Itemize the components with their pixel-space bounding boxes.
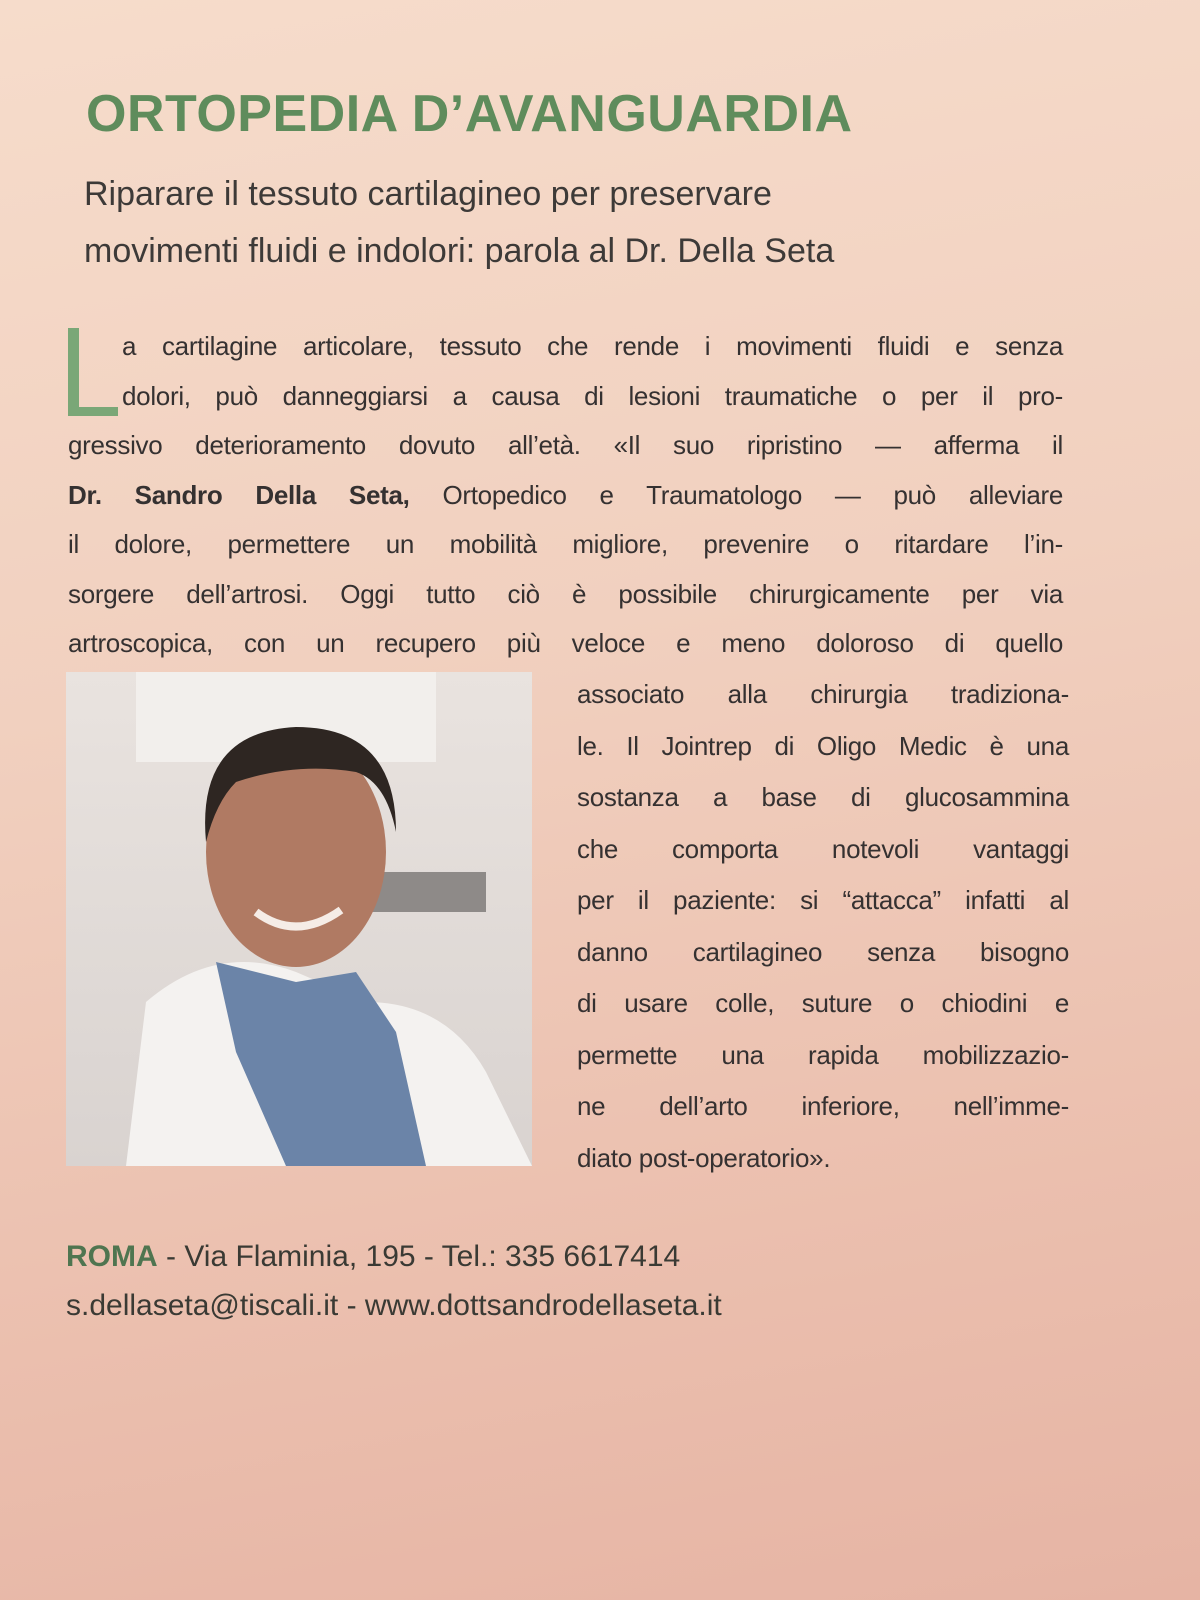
article-subtitle <box>84 166 834 280</box>
contact-city: ROMA <box>66 1240 158 1273</box>
contact-address: - Via Flaminia, 195 - Tel.: 335 6617414 <box>157 1240 681 1273</box>
body-line: artroscopica, con un recupero più veloce e meno doloroso di quello <box>68 628 1063 658</box>
body-line: a cartilagine articolare, tessuto che rende i movimenti fluidi e senza <box>122 331 1063 361</box>
column-line: permette una rapida mobilizzazio- <box>577 1039 1069 1070</box>
subtitle-line: Riparare il tessuto cartilagineo per preservare <box>84 175 772 213</box>
body-line: gressivo deterioramento dovuto all’età. «Il suo ripristino — afferma il <box>68 430 1063 460</box>
contact-info: ROMA - Via Flaminia, 195 - Tel.: 335 6617414 s.dellaseta@tiscali.it - www.dottsandrodellaseta.it <box>66 1240 722 1322</box>
column-line: per il paziente: si “attacca” infatti al <box>577 885 1069 915</box>
column-line: danno cartilagineo senza bisogno <box>577 936 1069 967</box>
article-side-column <box>577 669 1069 1184</box>
contact-email[interactable]: s.dellaseta@tiscali.it <box>66 1289 339 1322</box>
doctor-name: Dr. Sandro Della Seta, <box>68 479 410 510</box>
subtitle-line: movimenti fluidi e indolori: parola al Dr. Della Seta <box>84 232 835 270</box>
article-title: ORTOPEDIA D’AVANGUARDIA <box>86 85 853 143</box>
column-line: diato post-operatorio». <box>577 1142 831 1173</box>
article-body <box>68 322 1063 669</box>
body-line: sorgere dell’artrosi. Oggi tutto ciò è possibile chirurgicamente per via <box>68 578 1063 609</box>
body-line: dolori, può danneggiarsi a causa di lesioni traumatiche o per il pro- <box>122 380 1063 411</box>
column-line: associato alla chirurgia tradiziona- <box>577 679 1069 709</box>
body-line: il dolore, permettere un mobilità migliore, prevenire o ritardare l’in- <box>68 529 1063 559</box>
column-line: ne dell’arto inferiore, nell’imme- <box>577 1091 1069 1121</box>
column-line: le. Il Jointrep di Oligo Medic è una <box>577 730 1069 761</box>
body-line: Dr. Sandro Della Seta, Ortopedico e Traumatologo — può alleviare <box>68 479 1063 510</box>
contact-website[interactable]: www.dottsandrodellaseta.it <box>364 1289 722 1322</box>
column-line: sostanza a base di glucosammina <box>577 782 1069 812</box>
column-line: di usare colle, suture o chiodini e <box>577 988 1069 1018</box>
column-line: che comporta notevoli vantaggi <box>577 833 1069 864</box>
doctor-photo <box>66 672 532 1166</box>
